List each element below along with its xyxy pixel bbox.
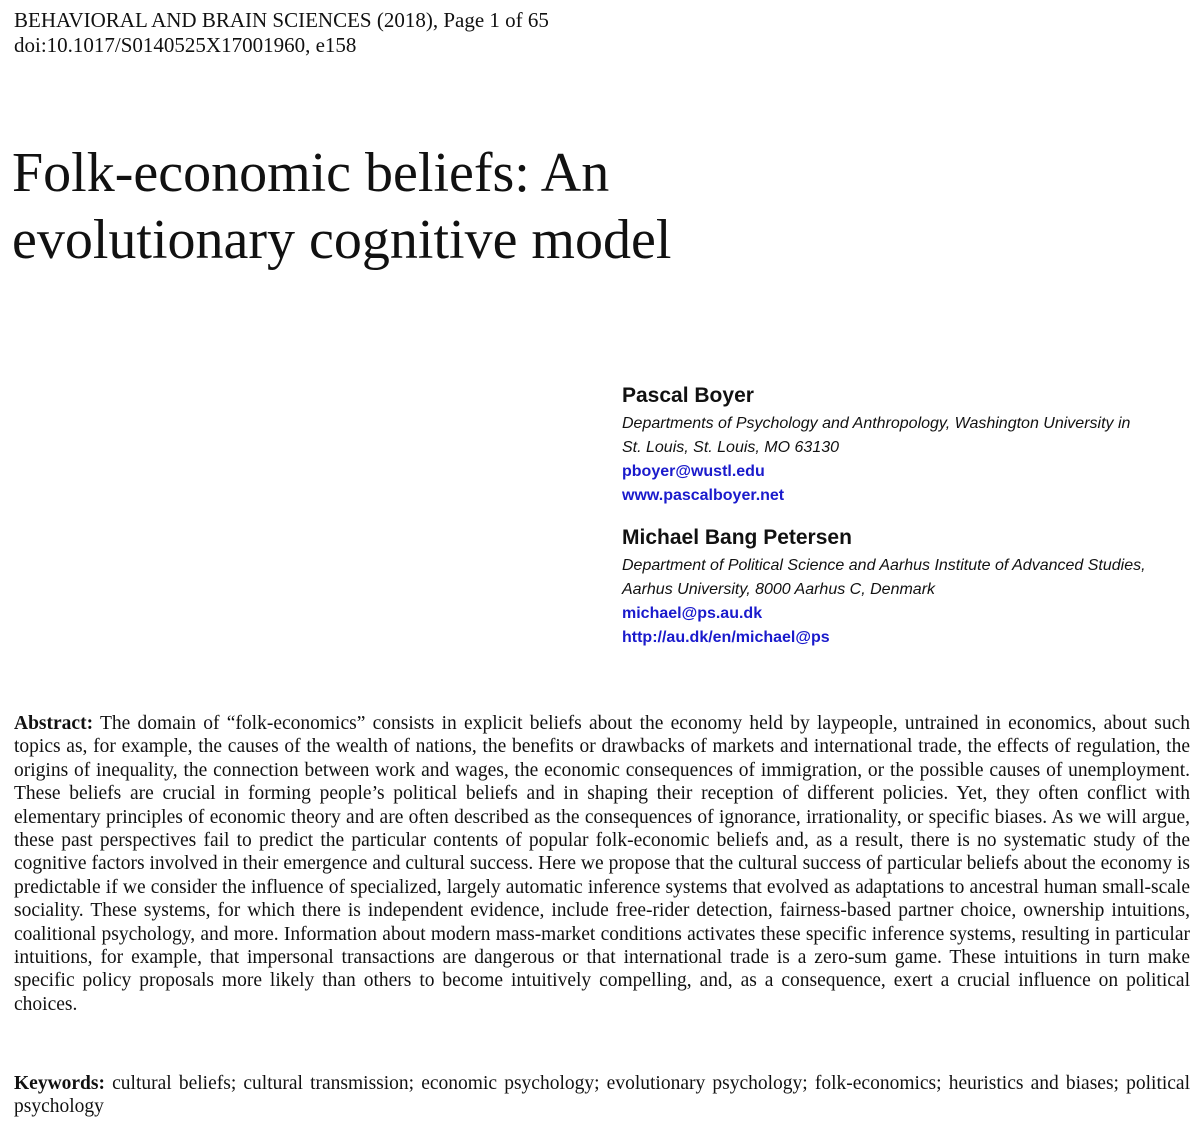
affiliation-line: St. Louis, St. Louis, MO 63130 bbox=[622, 439, 840, 456]
keywords bbox=[14, 1072, 1190, 1119]
abstract-text: The domain of “folk-economics” consists in explicit beliefs about the economy held by laypeople, untrained in economics, about such topics as, for example, the causes of the wealth of nations, the benefits or drawbacks of markets and international trade, the effects of regulation, the origins of inequality, the connection between work and wages, the economic consequences of immigration, or the possible causes of unemployment. These beliefs are crucial in forming people’s political beliefs and in shaping their reception of different policies. Yet, they often conflict with elementary principles of economic theory and are often described as the consequences of ignorance, irrationality, or specific biases. As we will argue, these past perspectives fail to predict the particular contents of popular folk-economic beliefs and, as a result, there is no systematic study of the cognitive factors involved in their emergence and cultural success. Here we propose that the cultural success of particular beliefs about the economy is predictable if we consider the influence of specialized, largely automatic inference systems that evolved as adaptations to ancestral human small-scale sociality. These systems, for which there is independent evidence, include free-rider detection, fairness-based partner choice, ownership intuitions, coalitional psychology, and more. Information about modern mass-market conditions activates these specific inference systems, resulting in particular intuitions, for example, that impersonal transactions are dangerous or that international trade is a zero-sum game. These intuitions in turn make specific policy proposals more likely than others to become intuitively compelling, and, as a consequence, exert a crucial influence on political choices. bbox=[14, 713, 1191, 1015]
author-name: Pascal Boyer bbox=[622, 384, 754, 407]
journal-citation: BEHAVIORAL AND BRAIN SCIENCES (2018), Page 1 of 65 bbox=[14, 8, 549, 32]
journal-header bbox=[14, 8, 549, 58]
author-website-link[interactable]: www.pascalboyer.net bbox=[622, 487, 785, 504]
author-affiliation bbox=[622, 412, 1192, 460]
abstract bbox=[14, 712, 1190, 1016]
doi-line: doi:10.1017/S0140525X17001960, e158 bbox=[14, 33, 357, 57]
keywords-label: Keywords: bbox=[14, 1073, 105, 1094]
author-affiliation bbox=[622, 554, 1192, 602]
paper-title bbox=[12, 140, 912, 274]
abstract-label: Abstract: bbox=[14, 713, 94, 734]
title-line-2: evolutionary cognitive model bbox=[12, 209, 672, 271]
author-name: Michael Bang Petersen bbox=[622, 526, 852, 549]
author-email-link[interactable]: michael@ps.au.dk bbox=[622, 605, 763, 622]
title-line-1: Folk-economic beliefs: An bbox=[12, 142, 610, 204]
keywords-text: cultural beliefs; cultural transmission; economic psychology; evolutionary psychology; folk-economics; heuristics and biases; political psychology bbox=[14, 1073, 1191, 1118]
author-block-petersen bbox=[622, 524, 1192, 650]
author-block-boyer bbox=[622, 382, 1192, 508]
author-email-link[interactable]: pboyer@wustl.edu bbox=[622, 463, 765, 480]
affiliation-line: Departments of Psychology and Anthropology, Washington University in bbox=[622, 415, 1131, 432]
author-website-link[interactable]: http://au.dk/en/michael@ps bbox=[622, 629, 830, 646]
affiliation-line: Department of Political Science and Aarhus Institute of Advanced Studies, bbox=[622, 557, 1146, 574]
affiliation-line: Aarhus University, 8000 Aarhus C, Denmark bbox=[622, 581, 936, 598]
